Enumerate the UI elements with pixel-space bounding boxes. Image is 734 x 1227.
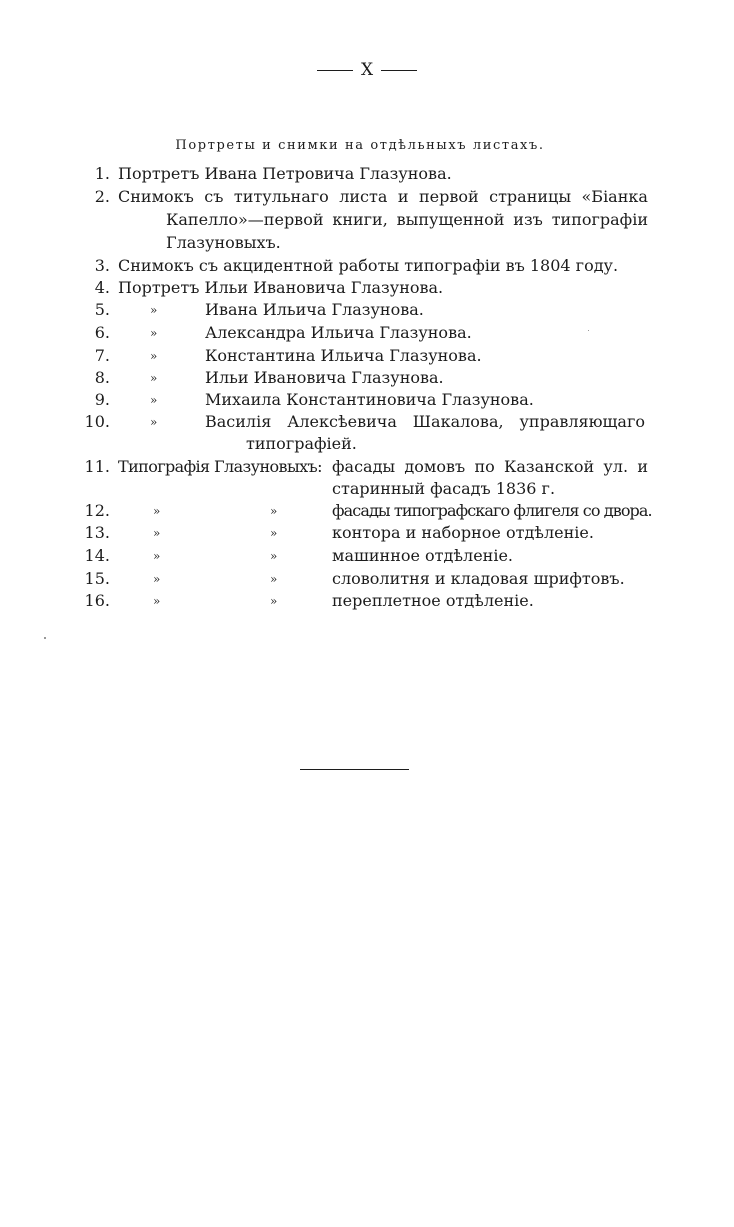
ditto-mark: » [270,549,278,563]
entry-line [118,186,648,208]
closing-rule [300,769,409,770]
ditto-mark: » [270,504,278,518]
entry-number: 16. [84,591,110,610]
entry-number: 11. [84,457,110,476]
entry-word: страницы [489,187,572,206]
entry-line [332,456,648,478]
entry-text: Портретъ Ильи Ивановича Глазунова. [118,278,444,297]
entry-word: ул. [603,457,629,476]
ditto-mark: » [270,594,278,608]
entry-text: Ильи Ивановича Глазунова. [205,368,444,387]
entry-number: 5. [94,300,110,319]
entry-word: домовъ [404,457,466,476]
entry-number: 12. [84,501,110,520]
entry-text: переплетное отдѣленіе. [332,591,534,610]
entry-word: первой [418,187,479,206]
page-number-label: X [360,60,374,80]
entry-word: фасады [332,457,396,476]
left-dash [317,70,353,71]
right-dash [381,70,417,71]
ditto-mark: » [150,415,158,429]
entry-text: фасады типографскаго флигеля со двора. [332,501,652,520]
entry-word: управляющаго [519,412,645,431]
ditto-mark: » [270,526,278,540]
ditto-mark: » [153,594,161,608]
section-title: Портреты и снимки на отдѣльныхъ листахъ. [175,138,545,153]
entry-word: «Біанка [581,187,648,206]
ditto-mark: » [150,371,158,385]
entry-number: 1. [94,164,110,183]
entry-word: Шакалова, [412,412,504,431]
entry-number: 14. [84,546,110,565]
ditto-mark: » [153,504,161,518]
entry-word: книги, [332,210,388,229]
entry-line [166,209,648,231]
entry-number: 13. [84,523,110,542]
entry-word: листа [339,187,388,206]
entry-text: Портретъ Ивана Петровича Глазунова. [118,164,452,183]
page-number [0,60,734,80]
entry-number: 8. [94,368,110,387]
print-speck [44,637,46,639]
ditto-mark: » [150,349,158,363]
entry-line [205,411,645,433]
entry-word: Капелло»—первой [166,210,324,229]
entry-text: Михаила Константиновича Глазунова. [205,390,534,409]
ditto-mark: » [150,303,158,317]
entry-word: по [474,457,495,476]
entry-text: Александра Ильича Глазунова. [205,323,472,342]
entry-word: Снимокъ [118,187,194,206]
ditto-mark: » [153,572,161,586]
entry-number: 6. [94,323,110,342]
entry-word: Василія [205,412,272,431]
entry-word: Алексѣевича [287,412,397,431]
print-speck [588,330,589,331]
entry-word: съ [204,187,224,206]
entry-number: 9. [94,390,110,409]
entry-text: контора и наборное отдѣленіе. [332,523,594,542]
entry-text: Ивана Ильича Глазунова. [205,300,424,319]
entry-text: словолитня и кладовая шрифтовъ. [332,569,625,588]
entry-text: Снимокъ съ акцидентной работы типографіи въ 1804 году. [118,256,619,275]
ditto-mark: » [150,326,158,340]
entry-number: 10. [84,412,110,431]
ditto-mark: » [270,572,278,586]
entry-lead: Типографія Глазуновыхъ: [118,457,322,476]
ditto-mark: » [153,526,161,540]
entry-word: изъ [513,210,543,229]
entry-word: и [637,457,648,476]
entry-line: старинный фасадъ 1836 г. [332,479,556,498]
entry-number: 2. [94,187,110,206]
entry-word: и [397,187,409,206]
ditto-mark: » [150,393,158,407]
entry-line: типографіей. [246,434,357,453]
ditto-mark: » [153,549,161,563]
entry-text: машинное отдѣленіе. [332,546,513,565]
entry-word: титульнаго [233,187,329,206]
entry-word: выпущенной [396,210,505,229]
entry-number: 3. [94,256,110,275]
entry-line: Глазуновыхъ. [166,233,281,252]
entry-text: Константина Ильича Глазунова. [205,346,482,365]
entry-word: типографіи [551,210,648,229]
entry-number: 7. [94,346,110,365]
entry-number: 15. [84,569,110,588]
entry-word: Казанской [504,457,595,476]
entry-number: 4. [94,278,110,297]
